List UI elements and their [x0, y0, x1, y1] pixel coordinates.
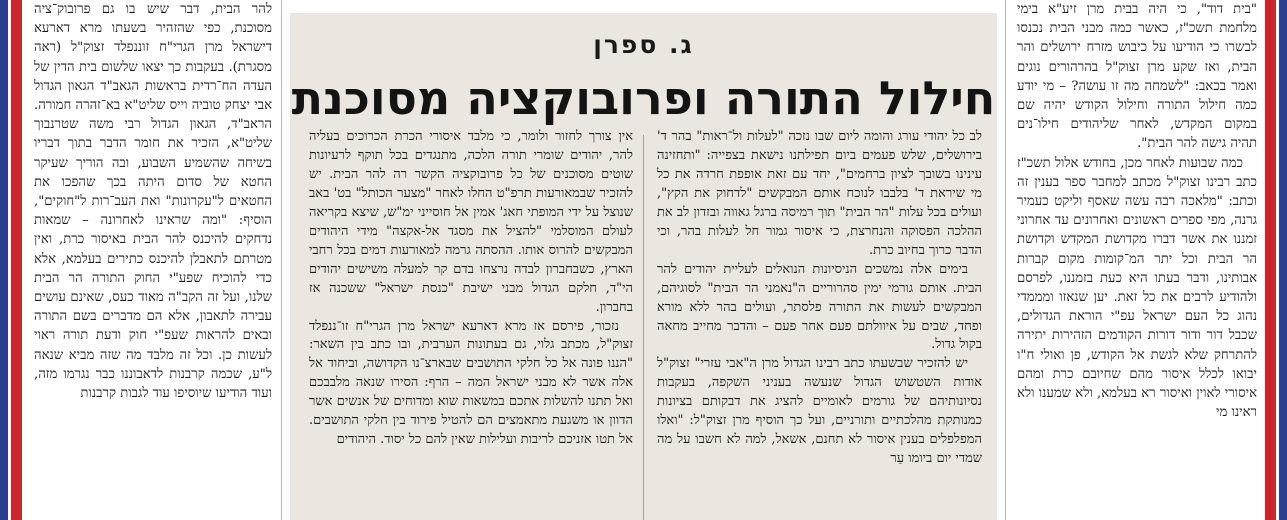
paragraph: להר הבית, דבר שיש בו גם פרובוק־ציה מסוכנת, כפי שהזהיר בשעתו מרא דארעא דישראל מרן הגרי"ח זוננפלד זצוק"ל (ראה מסגרת). בעקבות כך יצאו שלשום בית הדין של העדה הח־רדית בראשות הגאב"ד הגאון הגדול אבי יצחק טוביה וייס שליט"א בא־זהרה חמורה. הראב"ד, הגאון הגדול רבי משה שטרנבוך שליט"א, הזכיר את חומר הדבר בתוך דבריו בשיחה שהשמיע השבוע, ובה הוריך שעיקר החטא של סדום היתה בכך שהפכו את החטאים ל"עקרונות" ואת העב־רות ל"חוקים", הוסיף: "ומה שראינו לאחרונה – שמאות נדחקים להיכנס להר הבית באיסור כרת, ואין מטרתם לתאבלן להיכנס כתירים בעלמא, אלא כדי להוכיח שפע"י החוק התורה הר הבית שלנו, ועל זה הקב"ה מאוד כעס, שאינם עושים עבירה לתאבון, אלא הם מדברים בשם התורה ובאים להראות שעפ"י חוק ודעת תורה ראוי לעשות כן. וכל זה מלבד מה שזה מביא שנאה ל"ע, שכמה קרבנות לדאבוננו כבר נגרמו מזה, ועוד הודיעו שיוסיפו עוד לגבות קרבנות	[34, 2, 272, 402]
paragraph: יש להזכיר שבשעתו כתב רבינו הגדול מרן ה"אבי עזרי" זצוק"ל אודות השטשוש הגדול שנעשה בעניני השקפה, בעקבות נסיונותיהם של גורמים לאומיים להציג את דבקותם בציונות כמנותקת מהלכתיים ותורניים, ועל כך הוסיף מרן זצוק"ל: "ואלו המפלפלים בענין איסור לא תחנם, אשאל, למה לא חשבו על מה שמדי יום ביומו עַר	[657, 356, 982, 467]
paragraph: אין צורך לחזור ולומר, כי מלבד איסורי הכרת הכרוכים בעליה להר, יהודים שומרי תורה הלכה, מתנגדים בכל תוקף לרעיונות שוטים מסוכנים של כל פרובוקציה הקשר רה להר הבית. יש להזכיר שבמאורעות תרפ"ט החלו לאחר "מצער הכותל" בט' באב שנוצל על ידי המופתי חאג' אמין אל חוסייני ימ"ש, שיצא בקריאה לעולם המוסלמי "להציל את מסגד אל-אקצה" מידי היהודים המבקשים להרוס אותו. ההסתה גרמה למאורעות דמים בכל רחבי הארץ, כשבחברון לבדה נרצחו בדם קר למעלה משישים יהודים הי"ד, חלקם הגדול מבני ישיבת "כנסת ישראל" ששכנה אז בחברון.	[309, 129, 633, 315]
paragraph: "בית דוד", כי היה בבית מרן זיע"א בימי מלחמת תשכ"ז, כאשר כמה מבני הבית נכנסו לבשרו כי הודיעו על כיבוש מזרח ירושלים והר הבית, ואז שקע מרן זצוק"ל בהרהורים נוגים ואמר בכאב: "לשמחה מה זו עושה? – מי יודע כמה חילול התורה וחילול הקודש יהיה שם במקום המקדש, לאחר שליהודים חילו־נים תהיה גישה להר הבית".	[1017, 2, 1257, 152]
paragraph: כמה שבועות לאחר מכן, בחודש אלול תשכ"ז כתב רבינו זצוק"ל מכתב למחבר ספר בענין זה וכתב: "מלאכה רבה עשה שאסף וליקט כעמיר גרנה, מפי ספרים ראשונים ואחרונים עד אחרוני זמננו את אשר דברו מקדושת המקדש וקדושת הר הבית וכל יתר המ־קומות מקום קברות אבותינו, ודבר בעתו היא כעת בזמננו, לפרסם ולהודיע לרבים את כל זאת. יען שנאזו ומממדי נהוג כל העם ישראל עפ"י הוראת הגדולים, שכבל דור ודור דורות הקודמים הזהירות יתירה להתרחק שלא לגשת אל הקודש, פן ואולי ח"ו יבואו לכלל איסור מהם שחיובם כרת ומהם איסורי לאוין ואיסור רא בעלמא, ולא שמענו ולא ראינו מי	[1017, 155, 1257, 421]
paragraph: בימים אלה נמשכים הניסיונות הנואלים לעליית יהודים להר הבית. אותם גורמי ימין סהרוריים ה"נאמני הר הבית" לסוגיהם, המבקשים לעשות את התורה פלסתר, ועולים בהר ללא מורא ופחד, שבים על איוולתם פעם אחר פעם – והדבר מחייב מחאה בקול גדול.	[657, 261, 982, 353]
column-divider	[281, 0, 282, 520]
article-column-right	[657, 128, 982, 520]
paragraph: לב כל יהודי עורג והומה ליום שבו נזכה "לעלות ול־ראות" בהר ד' בירושלים, שלש פעמים ביום תפילתנו נישאת בצפייה: "ותחזינה עינינו בשובך לציון ברחמים", יחד עם זאת אופפת חרדה את כל מי שיראת ד' בלבבו לנוכח אותם המבקשים "לדחוק את הקץ", ועולים בכל עלות "הר הבית" תוך רמיסה ברגל גאווה ובזדון לב את ההלכה הפסוקה והנחרצת, כי איסור גמור חל לעלות בהר, וכי הדבר כרוך בחיוב כרת.	[657, 129, 982, 258]
page-edge-right	[1265, 0, 1287, 520]
paragraph: נזכור, פירסם אז מרא דארעא ישראל מרן הגרי"ח זו־ננפלד זצוק"ל, מכתב גלוי, גם בעתונות הערבית, ובו כתב בין השאר: "הננו פונה אל כל חלקי התושבים שבארצ־נו הקדושה, וביחוד אל אלה אשר לא מבני ישראל המה – הרף: הסירו שנאה מלבבכם ואל תתנו להשלות אתכם במשאות שוא ומדוחים של אנשים אשר הדוון או משגעת מתאמצים הם להטיל פירוד בין חלקי התושבים. אל תטו אזניכם לריבות ועלילות שאין להם כל יסוד. היהודים	[309, 318, 633, 448]
column-left	[34, 0, 272, 520]
page-edge-left	[0, 0, 22, 520]
article-column-left	[309, 128, 633, 520]
article-box	[290, 13, 997, 520]
article-headline: חילול התורה ופרובוקציה מסוכנת	[291, 71, 996, 125]
article-column-divider	[643, 135, 644, 520]
column-divider	[1005, 0, 1006, 520]
column-right	[1017, 0, 1257, 520]
article-byline: ג. ספרן	[593, 30, 694, 59]
